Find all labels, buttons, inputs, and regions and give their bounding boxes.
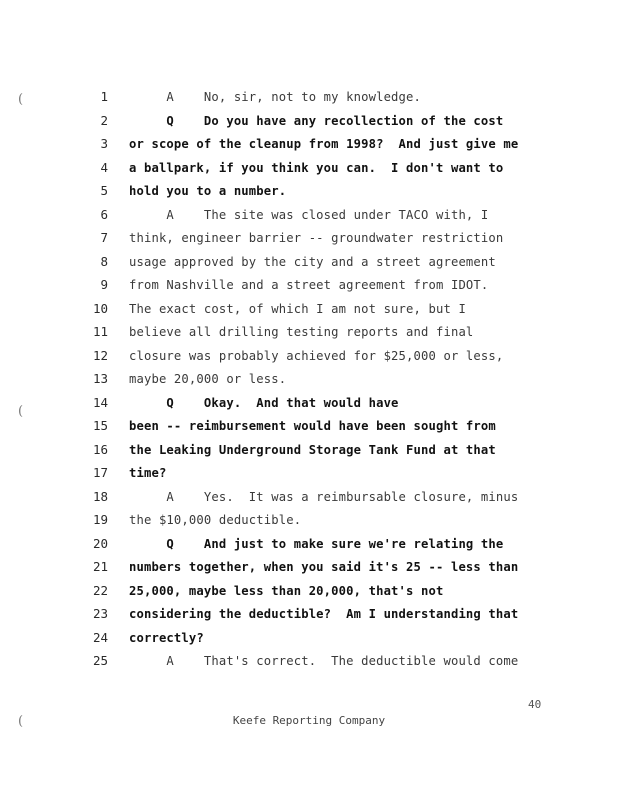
transcript-line [0, 417, 618, 440]
line-text: A That's correct. The deductible would come [129, 654, 519, 668]
line-number: 8 [100, 253, 108, 269]
line-text: the $10,000 deductible. [129, 513, 302, 527]
line-number: 7 [100, 230, 108, 245]
line-text: hold you to a number. [129, 184, 287, 198]
line-number: 9 [100, 277, 108, 292]
line-text: Q Okay. And that would have [129, 395, 399, 410]
line-text: been -- reimbursement would have been sought from [129, 419, 496, 433]
line-number: 3 [100, 136, 108, 151]
line-number: 22 [92, 582, 108, 598]
line-number: 21 [92, 559, 108, 574]
line-text: the Leaking Underground Storage Tank Fund at that [129, 442, 496, 457]
margin-mark: ( [18, 92, 24, 107]
transcript-line [0, 558, 618, 581]
transcript-line [0, 629, 618, 652]
transcript-line [0, 605, 618, 628]
line-number: 17 [92, 465, 108, 480]
transcript-line [0, 276, 618, 299]
line-number: 18 [92, 488, 108, 504]
line-text: numbers together, when you said it's 25 -- less than [129, 560, 519, 574]
transcript-line [0, 511, 618, 534]
line-text: correctly? [129, 630, 204, 645]
line-number: 20 [92, 535, 108, 551]
line-number: 2 [100, 112, 108, 128]
transcript-line [0, 488, 618, 511]
line-text: or scope of the cleanup from 1998? And just give me [129, 137, 519, 151]
transcript-line [0, 441, 618, 464]
transcript-line [0, 582, 618, 605]
line-number: 10 [92, 300, 108, 316]
line-text: maybe 20,000 or less. [129, 372, 287, 386]
line-number: 11 [92, 324, 108, 339]
line-number: 4 [100, 159, 108, 175]
line-text: The exact cost, of which I am not sure, but I [129, 301, 466, 316]
line-number: 25 [92, 653, 108, 668]
line-text: Q Do you have any recollection of the cost [129, 113, 504, 128]
transcript-line [0, 182, 618, 205]
line-number: 24 [92, 629, 108, 645]
line-text: time? [129, 466, 167, 480]
line-text: believe all drilling testing reports and final [129, 325, 474, 339]
transcript-line [0, 347, 618, 370]
line-number: 5 [100, 183, 108, 198]
transcript-line [0, 135, 618, 158]
transcript-line [0, 206, 618, 229]
transcript-line [0, 370, 618, 393]
line-text: Q And just to make sure we're relating the [129, 536, 504, 551]
line-text: a ballpark, if you think you can. I don't want to [129, 160, 504, 175]
line-number: 14 [92, 394, 108, 410]
line-number: 16 [92, 441, 108, 457]
margin-mark: ( [18, 714, 24, 729]
line-number: 1 [100, 89, 108, 104]
transcript-line [0, 652, 618, 675]
line-number: 19 [92, 512, 108, 527]
line-text: think, engineer barrier -- groundwater restriction [129, 231, 504, 245]
transcript-line [0, 300, 618, 323]
line-number: 23 [92, 606, 108, 621]
transcript-line [0, 112, 618, 135]
transcript-line [0, 159, 618, 182]
page-number: 40 [528, 698, 542, 711]
line-text: usage approved by the city and a street agreement [129, 254, 496, 269]
line-text: 25,000, maybe less than 20,000, that's not [129, 583, 444, 598]
margin-mark: ( [18, 404, 24, 419]
line-text: closure was probably achieved for $25,000 or less, [129, 348, 504, 363]
line-text: A The site was closed under TACO with, I [129, 207, 489, 222]
line-text: A No, sir, not to my knowledge. [129, 90, 422, 104]
line-text: from Nashville and a street agreement from IDOT. [129, 278, 489, 292]
transcript-line [0, 394, 618, 417]
transcript-line [0, 253, 618, 276]
line-text: A Yes. It was a reimbursable closure, minus [129, 489, 519, 504]
line-number: 13 [92, 371, 108, 386]
transcript-line [0, 88, 618, 111]
line-number: 6 [100, 206, 108, 222]
line-text: considering the deductible? Am I understanding that [129, 607, 519, 621]
line-number: 15 [92, 418, 108, 433]
line-number: 12 [92, 347, 108, 363]
transcript-line [0, 323, 618, 346]
transcript-line [0, 464, 618, 487]
footer-reporter: Keefe Reporting Company [232, 714, 386, 727]
transcript-line [0, 535, 618, 558]
transcript-line [0, 229, 618, 252]
